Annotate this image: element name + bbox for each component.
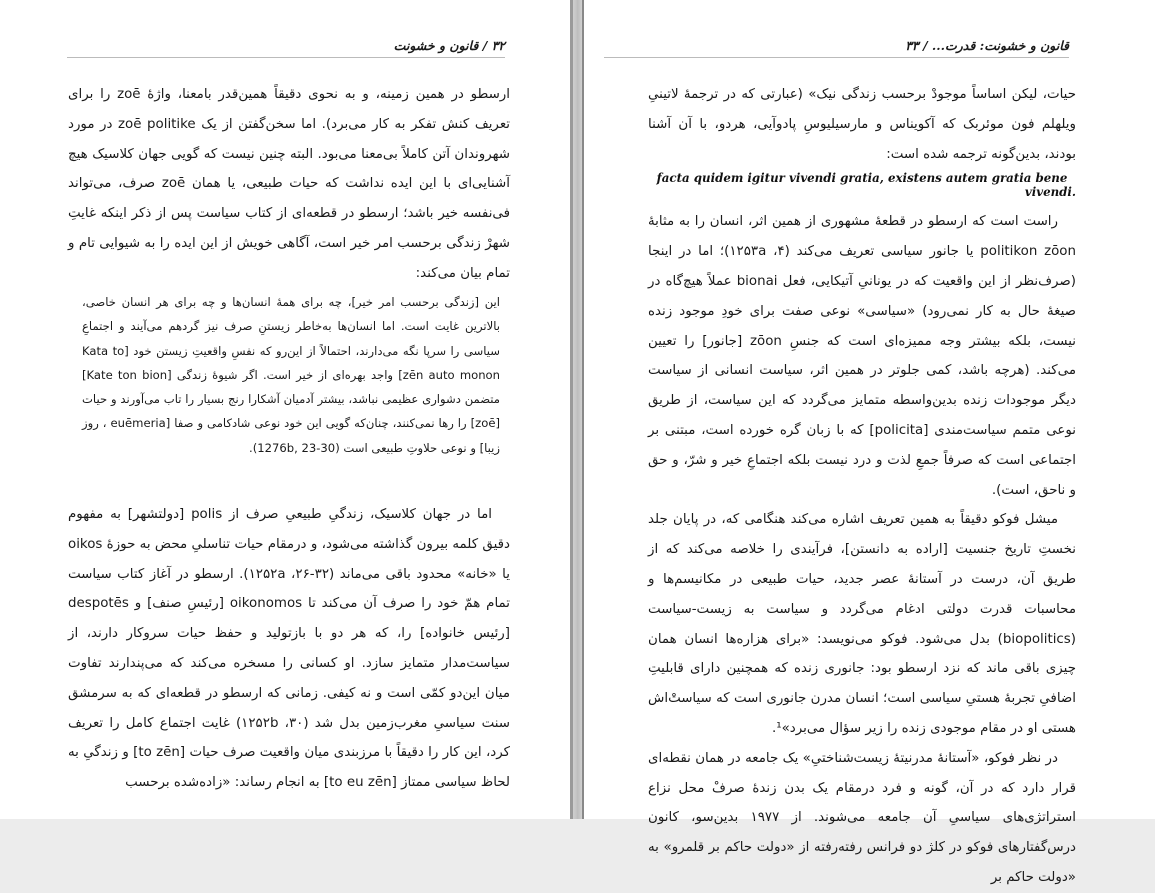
paragraph: حیات، لیکن اساساً موجودْ برحسب زندگی نیک» (عبارتی که در ترجمهٔ لاتینیِ ویلهلم فون موئربک که آکویناس و مارسیلیوسِ پادوآیی، هردو، با آن آشنا بودند، بدین‌گونه ترجمه شده است: bbox=[648, 87, 1076, 162]
page-header: قانون و خشونت: قدرت... / ۳۳ bbox=[604, 38, 1069, 58]
paragraph: راست است که ارسطو در قطعهٔ مشهوری از همین اثر، انسان را به مثابهٔ politikon zōon یا جانور سیاسی تعریف می‌کند (۴، ۱۲۵۳a)؛ اما در اینجا (صرف‌نظر از این واقعیت که در یونانیِ آتیکایی، فعل bionai عملاً هیچ‌گاه در صیغهٔ حال به کار نمی‌رود) «سیاسی» نوعی صفت برای خودِ موجود زنده نیست، بلکه بیشتر وجه ممیزه‌ای است که جنسِ zōon [جانور] را تعیین می‌کند. (هرچه باشد، کمی جلوتر در همین اثر، سیاست انسانی از سیاست دیگر موجودات زنده بدین‌واسطه متمایز می‌گردد که این سیاست، از طریق نوعی متمم سیاست‌مندی [policita] که با زبان گره خورده است، مبتنی بر اجتماعی است که صرفاً جمعِ لذت و درد نیست بلکه اجتماعِ خیر و شرّ، و حق و ناحق، است). bbox=[648, 214, 1076, 498]
paragraph: در نظر فوکو، «آستانهٔ مدرنیتهٔ زیست‌شناختیِ» یک جامعه در همان نقطه‌ای قرار دارد که در آن، گونه و فرد درمقام یک بدن زندهٔ صرفْ محل نزاع استراتژی‌های سیاسیِ آن جامعه می‌شوند. از ۱۹۷۷ بدین‌سو، کانون درس‌گفتارهای فوکو در کلژ دو فرانس رفته‌رفته از «دولت حاکم بر قلمرو» به «دولت حاکم بر bbox=[648, 750, 1076, 885]
page-body-continued bbox=[68, 500, 510, 798]
page-body bbox=[648, 80, 1076, 893]
left-page bbox=[0, 0, 570, 819]
page-body bbox=[68, 80, 510, 289]
block-quote bbox=[82, 290, 500, 460]
page-edge bbox=[570, 0, 573, 819]
latin-quote: facta quidem igitur vivendi gratia, existens autem gratia bene vivendi. bbox=[656, 171, 1076, 200]
paragraph: اما در جهان کلاسیک، زندگیِ طبیعیِ صرف از polis [دولتشهر] به مفهوم دقیق کلمه بیرون گذاشته می‌شود، و درمقام حیات تناسلیِ محض به حوزهٔ oikos یا «خانه» محدود باقی می‌ماند (۳۲-۲۶، ۱۲۵۲a). ارسطو در آغاز کتاب سیاست تمام همّ خود را صرف آن می‌کند تا oikonomos [رئیسِ صنف] و despotēs [رئیس خانواده] را، که هر دو با بازتولید و حفظ حیات سروکار دارند، از سیاست‌مدار متمایز سازد. او کسانی را مسخره می‌کند که می‌پندارند تفاوت میان این‌دو کمّی است و نه کیفی. زمانی که ارسطو در قطعه‌ای که به سرمشق سنت سیاسیِ مغرب‌زمین بدل شد (۳۰، ۱۲۵۲b) غایت اجتماع کامل را تعریف کرد، این کار را دقیقاً با مرزبندی میان واقعیت صرف حیات [to zēn] و زندگیِ به لحاظ سیاسی ممتاز [to eu zēn] به انجام رساند: «زاده‌شده برحسب bbox=[68, 507, 510, 791]
quote-text: این [زندگی برحسب امر خیر]، چه برای همهٔ انسان‌ها و چه برای هر انسان خاصی، بالاترین غایت است. اما انسان‌ها به‌خاطر زیستنِ صرف نیز گردهم می‌آیند و اجتماعِ سیاسی را سرپا نگه می‌دارند، احتمالاً از این‌رو که نفسِ واقعیتِ زیستن خود [Kata to zēn auto monon] واجد بهره‌ای از خیر است. اگر شیوهٔ زندگی [Kate ton bion] متضمن دشواری عظیمی نباشد، بیشتر آدمیان آشکارا رنج بسیار را تاب می‌آورند و حیات [zoē] را رها نمی‌کنند، چنان‌که گویی این خود نوعی شادکامی و صفا [euēmeria ، روز زیبا] و نوعی حلاوتِ طبیعی است (1276b, 23-30). bbox=[82, 295, 500, 455]
page-header: ۳۲ / قانون و خشونت bbox=[67, 38, 505, 58]
paragraph: میشل فوکو دقیقاً به همین تعریف اشاره می‌کند هنگامی که، در پایان جلد نخستِ تاریخ جنسیت [اراده به دانستن]، فرآیندی را خلاصه می‌کند که از طریق آن، درست در آستانهٔ عصر جدید، حیات طبیعی در مکانیسم‌ها و محاسبات قدرت دولتی ادغام می‌گردد و سیاست به زیست-سیاست (biopolitics) بدل می‌شود. فوکو می‌نویسد: «برای هزاره‌ها انسان همان چیزی باقی ماند که نزد ارسطو بود: جانوری زنده که همچنین دارای قابلیتِ اضافیِ تجربهٔ هستیِ سیاسی است؛ انسان مدرن جانوری است که سیاستْ‌اش هستی او در مقام موجودی زنده را زیر سؤال می‌برد»¹. bbox=[648, 512, 1076, 736]
right-page bbox=[584, 0, 1155, 885]
paragraph: ارسطو در همین زمینه، و به نحوی دقیقاً همین‌قدر بامعنا، واژهٔ zoē را برای تعریف کنش تفکر به کار می‌برد). اما سخن‌گفتن از یک zoē politike در مورد شهروندان آتن کاملاً بی‌معنا می‌بود. البته چنین نیست که گویی جهان کلاسیک هیچ آشنایی‌ای با این ایده نداشت که حیات طبیعی، یا همان zoē صرف، می‌تواند فی‌نفسه خیر باشد؛ ارسطو در قطعه‌ای از کتاب سیاست پس از ذکر اینکه غایتِ شهرْ زندگی برحسب امر خیر است، آگاهی خویش از این ایده را به شیوایی تام و تمام بیان می‌کند: bbox=[68, 87, 510, 281]
